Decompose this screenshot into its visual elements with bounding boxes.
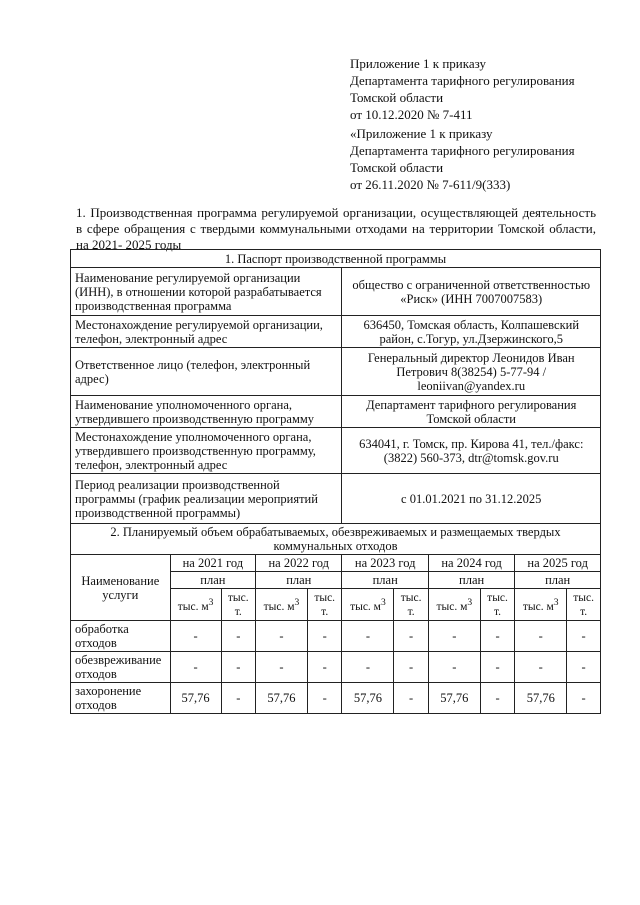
year-header: на 2024 год xyxy=(428,555,514,572)
value-cell: - xyxy=(307,621,342,652)
year-header: на 2022 год xyxy=(256,555,342,572)
annex-line: от 26.11.2020 № 7-611/9(333) xyxy=(350,177,511,192)
annex-line: Томской области xyxy=(350,160,444,175)
unit-t-header: тыс. т. xyxy=(394,589,429,621)
passport-title: 1. Паспорт производственной программы xyxy=(71,250,601,268)
unit-label: тыс. м xyxy=(436,600,468,613)
value-cell: 57,76 xyxy=(428,683,480,714)
table-row xyxy=(71,621,601,652)
plan-header: план xyxy=(428,572,514,589)
value-cell: - xyxy=(428,652,480,683)
volume-title: 2. Планируемый объем обрабатываемых, обезвреживаемых и размещаемых твердых коммунальных отходов xyxy=(71,524,601,555)
program-intro: 1. Производственная программа регулируемой организации, осуществляющей деятельность в сфере обращения с твердыми коммунальными отходами на территории Томской области, на 2021- 2025 годы xyxy=(76,205,596,252)
annex-line: Департамента тарифного регулирования xyxy=(350,143,575,158)
value-cell: - xyxy=(567,621,601,652)
unit-superscript: 3 xyxy=(294,596,300,608)
year-header: на 2021 год xyxy=(170,555,255,572)
value-cell: - xyxy=(256,652,308,683)
table-row xyxy=(71,652,601,683)
plan-header: план xyxy=(170,572,255,589)
value-cell: - xyxy=(567,683,601,714)
unit-m3-header xyxy=(515,589,567,621)
unit-superscript: 3 xyxy=(467,596,473,608)
unit-t-header: тыс. т. xyxy=(221,589,256,621)
annex-line: «Приложение 1 к приказу xyxy=(350,126,493,141)
value-cell: 57,76 xyxy=(342,683,394,714)
value-cell: - xyxy=(515,652,567,683)
unit-label: тыс. м xyxy=(177,600,209,613)
value-cell: - xyxy=(221,683,256,714)
annex-line: Приложение 1 к приказу xyxy=(350,56,487,71)
value-cell: - xyxy=(170,652,221,683)
plan-header: план xyxy=(515,572,601,589)
value-cell: - xyxy=(256,621,308,652)
value-cell: - xyxy=(342,652,394,683)
unit-t-header: тыс. т. xyxy=(307,589,342,621)
table-row xyxy=(71,683,601,714)
unit-t-header: тыс. т. xyxy=(567,589,601,621)
unit-superscript: 3 xyxy=(208,596,214,608)
value-cell: - xyxy=(170,621,221,652)
unit-superscript: 3 xyxy=(553,596,559,608)
annex-reference-previous xyxy=(350,125,620,193)
year-header: на 2025 год xyxy=(515,555,601,572)
service-name: обезвреживание отходов xyxy=(71,652,171,683)
value-cell: 57,76 xyxy=(256,683,308,714)
unit-label: тыс. м xyxy=(522,600,554,613)
service-header: Наименование услуги xyxy=(71,555,171,621)
value-cell: - xyxy=(480,683,515,714)
program-table xyxy=(70,249,601,714)
value-cell: 57,76 xyxy=(170,683,221,714)
service-name: захоронение отходов xyxy=(71,683,171,714)
year-header: на 2023 год xyxy=(342,555,428,572)
passport-value: Департамент тарифного регулирования Томской области xyxy=(342,396,601,428)
unit-m3-header xyxy=(428,589,480,621)
unit-m3-header xyxy=(170,589,221,621)
passport-value: с 01.01.2021 по 31.12.2025 xyxy=(342,474,601,524)
passport-label: Наименование уполномоченного органа, утвердившего производственную программу xyxy=(71,396,342,428)
value-cell: - xyxy=(307,683,342,714)
passport-label: Местонахождение регулируемой организации, телефон, электронный адрес xyxy=(71,316,342,348)
passport-label: Наименование регулируемой организации (ИНН), в отношении которой разрабатывается производственная программа xyxy=(71,268,342,316)
unit-label: тыс. м xyxy=(350,600,381,613)
value-cell: - xyxy=(480,652,515,683)
value-cell: - xyxy=(221,652,256,683)
value-cell: - xyxy=(394,652,429,683)
plan-header: план xyxy=(342,572,428,589)
value-cell: 57,76 xyxy=(515,683,567,714)
unit-m3-header xyxy=(342,589,394,621)
value-cell: - xyxy=(342,621,394,652)
passport-label: Местонахождение уполномоченного органа, утвердившего производственную программу, телефон, электронный адрес xyxy=(71,428,342,474)
unit-t-header: тыс. т. xyxy=(480,589,515,621)
passport-label: Ответственное лицо (телефон, электронный адрес) xyxy=(71,348,342,396)
annex-line: от 10.12.2020 № 7-411 xyxy=(350,107,473,122)
value-cell: - xyxy=(515,621,567,652)
value-cell: - xyxy=(480,621,515,652)
passport-value: Генеральный директор Леонидов Иван Петрович 8(38254) 5-77-94 / leoniivan@yandex.ru xyxy=(342,348,601,396)
value-cell: - xyxy=(567,652,601,683)
annex-line: Департамента тарифного регулирования xyxy=(350,73,575,88)
value-cell: - xyxy=(394,621,429,652)
passport-value: общество с ограниченной ответственностью «Риск» (ИНН 7007007583) xyxy=(342,268,601,316)
annex-reference-current xyxy=(350,55,620,123)
value-cell: - xyxy=(307,652,342,683)
plan-header: план xyxy=(256,572,342,589)
unit-label: тыс. м xyxy=(263,600,295,613)
value-cell: - xyxy=(394,683,429,714)
value-cell: - xyxy=(221,621,256,652)
value-cell: - xyxy=(428,621,480,652)
passport-label: Период реализации производственной программы (график реализации мероприятий производственной программы) xyxy=(71,474,342,524)
passport-value: 634041, г. Томск, пр. Кирова 41, тел./факс: (3822) 560-373, dtr@tomsk.gov.ru xyxy=(342,428,601,474)
unit-superscript: 3 xyxy=(380,596,386,608)
annex-line: Томской области xyxy=(350,90,444,105)
passport-value: 636450, Томская область, Колпашевский район, с.Тогур, ул.Дзержинского,5 xyxy=(342,316,601,348)
service-name: обработка отходов xyxy=(71,621,171,652)
unit-m3-header xyxy=(256,589,308,621)
